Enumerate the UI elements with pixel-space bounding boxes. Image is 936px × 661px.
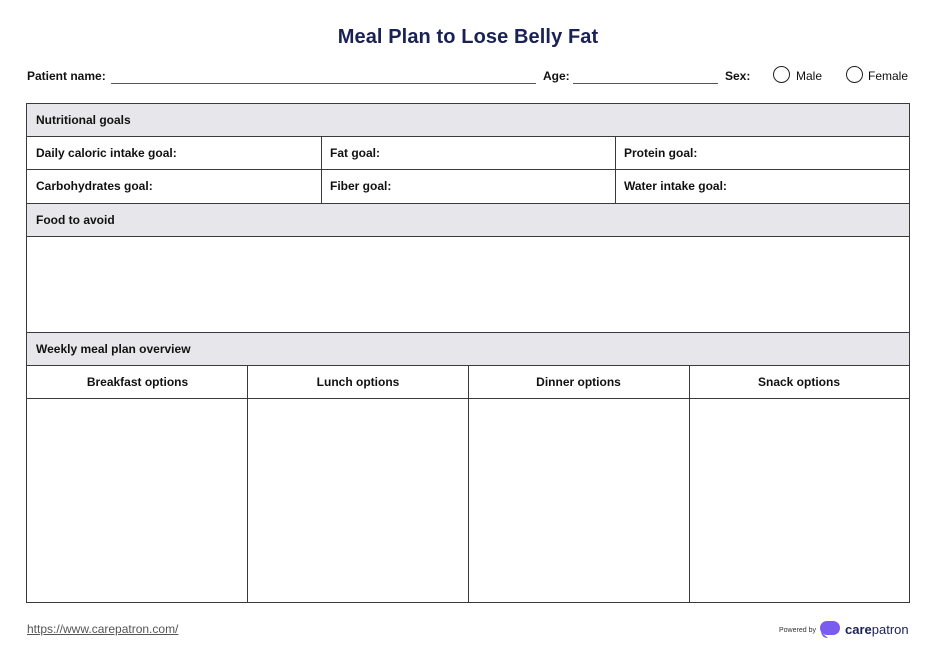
age-label: Age: [543, 69, 570, 83]
carepatron-logo-icon [818, 621, 840, 639]
water-intake-goal-label: Water intake goal: [624, 179, 727, 193]
sex-female-label: Female [868, 69, 909, 83]
weekly-meal-plan-header: Weekly meal plan overview [27, 333, 909, 366]
lunch-options-header: Lunch options [248, 366, 468, 399]
sex-label: Sex: [725, 69, 751, 83]
dinner-options-header: Dinner options [468, 366, 689, 399]
fiber-goal-label: Fiber goal: [330, 179, 392, 193]
dinner-options-area[interactable] [468, 399, 689, 602]
patient-name-label: Patient name: [27, 69, 106, 83]
fat-goal-label: Fat goal: [330, 146, 380, 160]
sex-male-radio[interactable] [773, 66, 790, 83]
weekly-divider-3 [689, 366, 690, 602]
daily-caloric-goal-label: Daily caloric intake goal: [36, 146, 177, 160]
carepatron-link[interactable]: https://www.carepatron.com/ [27, 622, 179, 636]
age-field[interactable] [573, 83, 718, 84]
food-to-avoid-header: Food to avoid [27, 204, 909, 237]
food-to-avoid-area[interactable] [27, 237, 909, 333]
snack-options-area[interactable] [689, 399, 909, 602]
nutrition-row-1 [27, 137, 909, 170]
sex-female-radio[interactable] [846, 66, 863, 83]
page-title: Meal Plan to Lose Belly Fat [337, 26, 599, 48]
patient-name-field[interactable] [111, 83, 536, 84]
sex-male-label: Male [796, 69, 823, 83]
powered-by-label: Powered by [779, 627, 816, 634]
meal-plan-table [26, 103, 910, 603]
nutritional-goals-header: Nutritional goals [27, 104, 909, 137]
lunch-options-area[interactable] [248, 399, 468, 602]
carbohydrates-goal-label: Carbohydrates goal: [36, 179, 153, 193]
nutrition-divider-1 [321, 137, 322, 204]
weekly-divider-2 [468, 366, 469, 602]
nutrition-row-2 [27, 170, 909, 204]
carepatron-wordmark [845, 622, 909, 637]
patient-info-row [27, 66, 911, 88]
nutrition-divider-2 [615, 137, 616, 204]
breakfast-options-header: Breakfast options [27, 366, 248, 399]
snack-options-header: Snack options [689, 366, 909, 399]
breakfast-options-area[interactable] [27, 399, 248, 602]
brand-bold: care [845, 622, 872, 637]
protein-goal-label: Protein goal: [624, 146, 698, 160]
weekly-divider-1 [247, 366, 248, 602]
brand-rest: patron [871, 622, 909, 637]
